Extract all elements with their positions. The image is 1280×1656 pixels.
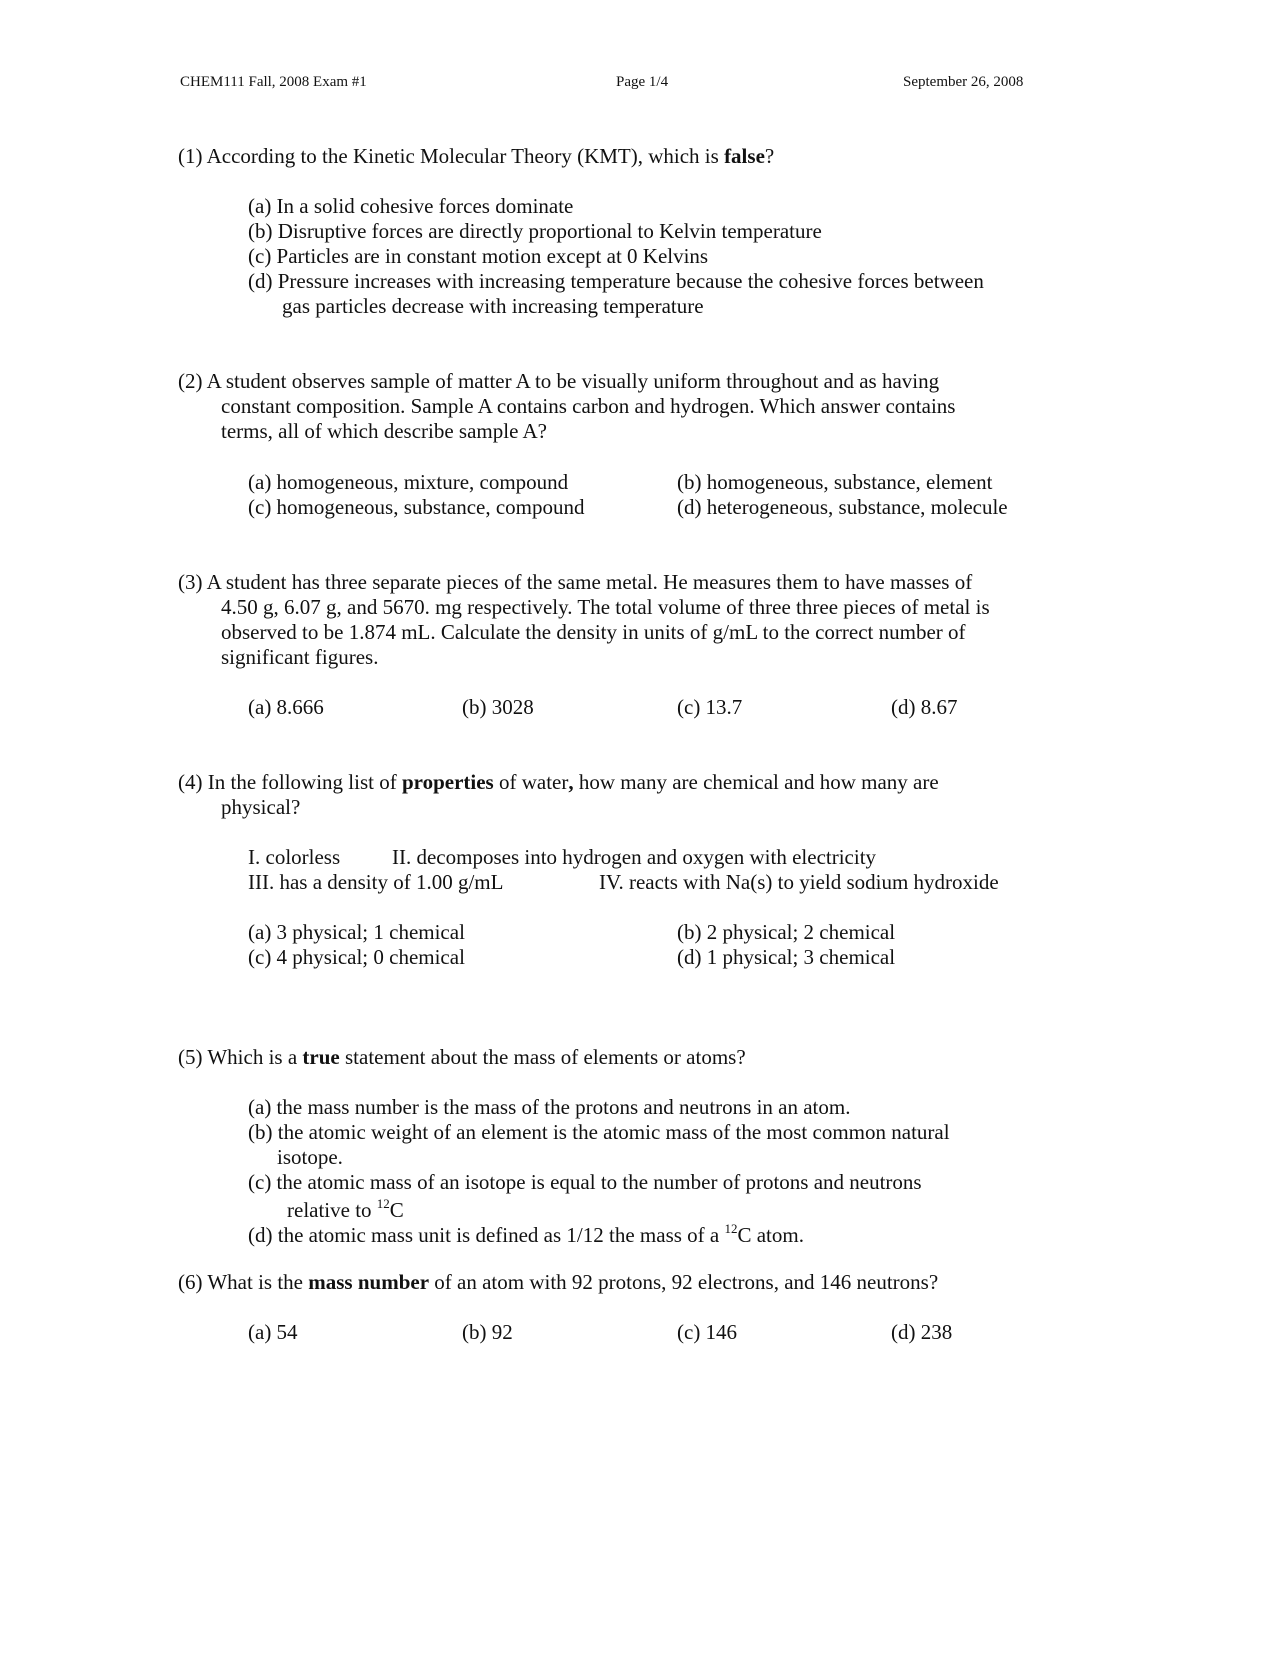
q3-stem-line-4: significant figures. bbox=[221, 645, 379, 669]
q1-option-b: (b) Disruptive forces are directly proportional to Kelvin temperature bbox=[248, 219, 822, 243]
q1-option-a: (a) In a solid cohesive forces dominate bbox=[248, 194, 574, 218]
q3-option-a: (a) 8.666 bbox=[248, 695, 324, 719]
q6-stem bbox=[178, 1272, 938, 1293]
q6-stem-end: of an atom with 92 protons, 92 electrons, and 146 neutrons? bbox=[429, 1270, 939, 1294]
q5-option-b-cont: isotope. bbox=[277, 1145, 343, 1169]
q5-option-c: (c) the atomic mass of an isotope is equal to the number of protons and neutrons bbox=[248, 1170, 922, 1194]
q2-option-a: (a) homogeneous, mixture, compound bbox=[248, 470, 569, 494]
header-course: CHEM111 Fall, 2008 Exam #1 bbox=[180, 74, 367, 90]
q5-option-c-carbon: C bbox=[389, 1198, 404, 1222]
q5-option-c-superscript: 12 bbox=[376, 1196, 390, 1211]
q1-stem-keyword: false bbox=[724, 144, 765, 168]
q5-option-d-text: (d) the atomic mass unit is defined as 1/12 the mass of a bbox=[248, 1223, 725, 1247]
q4-stem-text: (4) In the following list of bbox=[178, 770, 402, 794]
q3-stem-line-3: observed to be 1.874 mL. Calculate the density in units of g/mL to the correct number of bbox=[221, 620, 966, 644]
q5-stem bbox=[178, 1047, 746, 1068]
q6-option-a: (a) 54 bbox=[248, 1320, 298, 1344]
q2-option-d: (d) heterogeneous, substance, molecule bbox=[677, 495, 1008, 519]
q2-stem-line-2: constant composition. Sample A contains carbon and hydrogen. Which answer contains bbox=[221, 394, 956, 418]
q4-stem-line-2: physical? bbox=[221, 795, 301, 819]
q4-option-c: (c) 4 physical; 0 chemical bbox=[248, 945, 465, 969]
q4-option-b: (b) 2 physical; 2 chemical bbox=[677, 920, 896, 944]
q5-option-b: (b) the atomic weight of an element is the atomic mass of the most common natural bbox=[248, 1120, 950, 1144]
q4-stem-middle: of water bbox=[493, 770, 569, 794]
q2-option-b: (b) homogeneous, substance, element bbox=[677, 470, 993, 494]
q3-option-c: (c) 13.7 bbox=[677, 695, 743, 719]
q1-stem-end: ? bbox=[764, 144, 775, 168]
q1-option-c: (c) Particles are in constant motion except at 0 Kelvins bbox=[248, 244, 709, 268]
q4-stem-keyword: properties bbox=[401, 770, 494, 794]
q5-stem-keyword: true bbox=[302, 1045, 340, 1069]
q4-property-2: II. decomposes into hydrogen and oxygen with electricity bbox=[392, 845, 877, 869]
q4-option-d: (d) 1 physical; 3 chemical bbox=[677, 945, 896, 969]
q3-stem-line-2: 4.50 g, 6.07 g, and 5670. mg respectively. The total volume of three three pieces of metal is bbox=[221, 595, 990, 619]
q6-option-d: (d) 238 bbox=[891, 1320, 953, 1344]
q4-option-a: (a) 3 physical; 1 chemical bbox=[248, 920, 465, 944]
q5-stem-end: statement about the mass of elements or atoms? bbox=[339, 1045, 746, 1069]
q3-option-d: (d) 8.67 bbox=[891, 695, 958, 719]
q5-option-c-text: relative to bbox=[287, 1198, 377, 1222]
q4-property-1: I. colorless bbox=[248, 845, 341, 869]
q5-option-d bbox=[248, 1222, 804, 1246]
q4-stem-end: how many are chemical and how many are bbox=[573, 770, 939, 794]
q1-stem bbox=[178, 146, 774, 167]
q5-option-a: (a) the mass number is the mass of the protons and neutrons in an atom. bbox=[248, 1095, 851, 1119]
q5-option-c-cont bbox=[287, 1197, 404, 1221]
header-page: Page 1/4 bbox=[616, 74, 669, 90]
q1-option-d-cont: gas particles decrease with increasing temperature bbox=[282, 294, 704, 318]
header-date: September 26, 2008 bbox=[903, 74, 1024, 90]
q3-stem-line-1: (3) A student has three separate pieces of the same metal. He measures them to have masses of bbox=[178, 570, 973, 594]
q4-property-4: IV. reacts with Na(s) to yield sodium hydroxide bbox=[599, 870, 999, 894]
q4-stem bbox=[178, 772, 939, 793]
q6-option-b: (b) 92 bbox=[462, 1320, 513, 1344]
q6-stem-keyword: mass number bbox=[308, 1270, 430, 1294]
q2-option-c: (c) homogeneous, substance, compound bbox=[248, 495, 585, 519]
q2-stem-line-1: (2) A student observes sample of matter A to be visually uniform throughout and as having bbox=[178, 369, 940, 393]
q4-stem-comma: , bbox=[568, 770, 574, 794]
q5-stem-text: (5) Which is a bbox=[178, 1045, 303, 1069]
q1-stem-text: (1) According to the Kinetic Molecular Theory (KMT), which is bbox=[178, 144, 725, 168]
q5-option-d-end: C atom. bbox=[737, 1223, 804, 1247]
q1-option-d: (d) Pressure increases with increasing temperature because the cohesive forces between bbox=[248, 269, 984, 293]
q6-stem-text: (6) What is the bbox=[178, 1270, 309, 1294]
q6-option-c: (c) 146 bbox=[677, 1320, 738, 1344]
q3-option-b: (b) 3028 bbox=[462, 695, 534, 719]
q4-property-3: III. has a density of 1.00 g/mL bbox=[248, 870, 504, 894]
q2-stem-line-3: terms, all of which describe sample A? bbox=[221, 419, 547, 443]
q5-option-d-superscript: 12 bbox=[724, 1221, 738, 1236]
